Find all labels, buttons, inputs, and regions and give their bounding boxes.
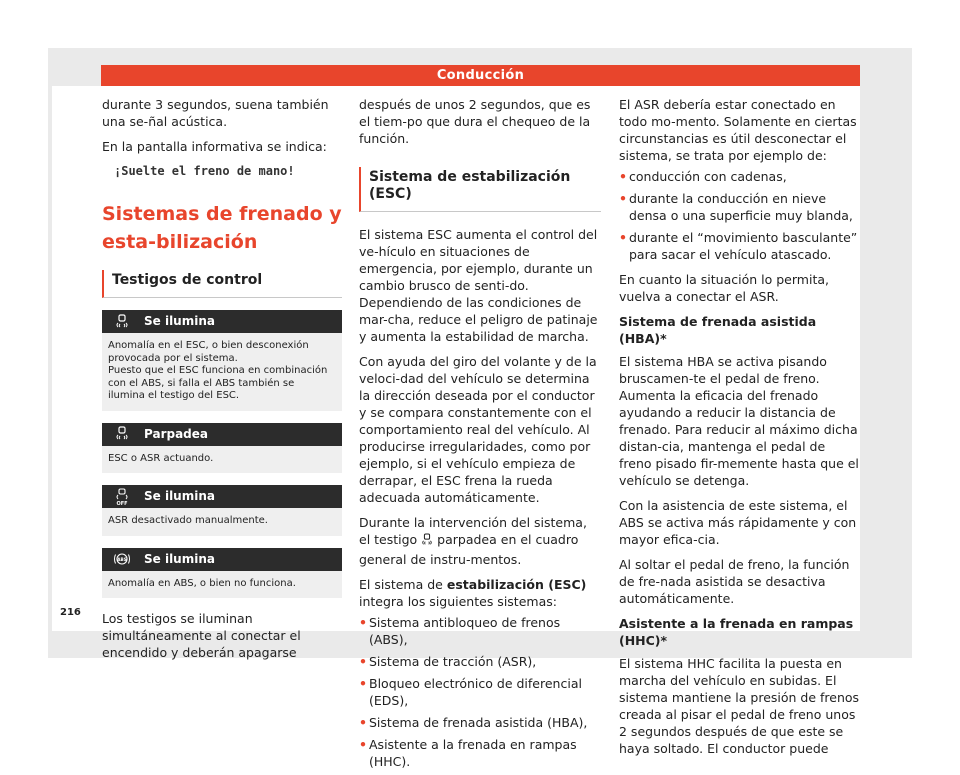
section-header: Conducción — [101, 65, 860, 86]
warning-box-esc-blink — [102, 423, 342, 474]
subsection-title: Testigos de control — [102, 270, 342, 298]
warning-title: Se ilumina — [144, 314, 215, 328]
warning-header — [102, 423, 342, 446]
subheading: Asistente a la frenada en rampas (HHC)* — [619, 616, 854, 648]
esc-icon — [421, 533, 433, 551]
esc-off-icon — [102, 488, 142, 506]
column-2 — [359, 96, 601, 775]
paragraph: Con ayuda del giro del volante y de la veloci-dad del vehículo se determina la dirección deseada por el conductor y se compara constantemente con el comportamiento real del vehículo. Al producirse irregularidades, como por ejemplo, si el vehículo empieza de derrapar, el ESC frena la rueda adecuada automáticamente. — [359, 354, 597, 505]
list-item: • Sistema antibloqueo de frenos (ABS), — [359, 614, 601, 648]
text: integra los siguientes sistemas: — [359, 594, 557, 609]
warning-text: Anomalía en el ESC, o bien desconexión provocada por el sistema. Puesto que el ESC funciona en combinación con el ABS, si falla el ABS también se ilumina el testigo del ESC. — [108, 340, 328, 401]
list-item: • durante el “movimiento basculante” para sacar el vehículo atascado. — [619, 229, 861, 263]
svg-text:ABS: ABS — [117, 556, 127, 562]
abs-icon — [102, 552, 142, 566]
list-item: • durante la conducción en nieve densa o una superficie muy blanda, — [619, 190, 861, 224]
warning-title: Parpadea — [144, 426, 209, 441]
paragraph: Con la asistencia de este sistema, el ABS se activa más rápidamente y con mayor efica-cia. — [619, 498, 857, 547]
situation-list — [619, 168, 861, 263]
list-item: • Sistema de frenada asistida (HBA), — [359, 714, 601, 731]
display-message: ¡Suelte el freno de mano! — [114, 164, 295, 178]
paragraph: Al soltar el pedal de freno, la función de fre-nada asistida se desactiva automáticamente. — [619, 557, 850, 606]
warning-box-abs — [102, 548, 342, 599]
warning-box-esc-lit — [102, 310, 342, 411]
subsection-title: Sistema de estabilización (ESC) — [359, 167, 601, 212]
system-list — [359, 614, 601, 770]
warning-title: Se ilumina — [144, 551, 215, 566]
warning-text: Anomalía en ABS, o bien no funciona. — [108, 577, 296, 589]
list-item: • Asistente a la frenada en rampas (HHC). — [359, 736, 601, 770]
esc-icon — [102, 314, 142, 330]
warning-header — [102, 548, 342, 571]
paragraph: Los testigos se iluminan simultáneamente al conectar el encendido y deberán apagarse — [102, 611, 301, 660]
warning-box-asr-off — [102, 485, 342, 536]
subheading: Sistema de frenada asistida (HBA)* — [619, 314, 817, 346]
esc-icon — [102, 426, 142, 442]
paragraph — [359, 576, 601, 610]
warning-text: ESC o ASR actuando. — [108, 452, 214, 464]
text: parpadea en el cuadro general de instru-mentos. — [359, 532, 579, 567]
svg-text:OFF: OFF — [116, 500, 128, 507]
paragraph — [359, 514, 601, 568]
paragraph: El ASR debería estar conectado en todo mo-mento. Solamente en ciertas circunstancias es útil desconectar el sistema, se trata por ejemplo de: — [619, 97, 857, 163]
paragraph: después de unos 2 segundos, que es el tiem-po que dura el chequeo de la función. — [359, 97, 591, 146]
list-item: • Bloqueo electrónico de diferencial (EDS), — [359, 675, 601, 709]
paragraph: En cuanto la situación lo permita, vuelva a conectar el ASR. — [619, 272, 829, 304]
warning-title: Se ilumina — [144, 489, 215, 503]
paragraph: durante 3 segundos, suena también una se-ñal acústica. — [102, 97, 329, 129]
text: Durante la intervención del sistema, el testigo — [359, 515, 587, 547]
bold-term: estabilización (ESC) — [446, 577, 587, 592]
warning-header — [102, 310, 342, 333]
column-1 — [102, 96, 342, 669]
paragraph: El sistema ESC aumenta el control del ve-hículo en situaciones de emergencia, por ejemplo, durante un cambio brusco de senti-do. Dependiendo de las condiciones de mar-cha, reduce el peligro de patinaje y aumenta la estabilidad de marcha. — [359, 227, 598, 344]
column-3 — [619, 96, 861, 765]
page-number: 216 — [60, 607, 81, 618]
paragraph: En la pantalla informativa se indica: — [102, 139, 327, 154]
list-item: • Sistema de tracción (ASR), — [359, 653, 601, 670]
section-title: Sistemas de frenado y esta-bilización — [102, 203, 342, 253]
list-item: • conducción con cadenas, — [619, 168, 861, 185]
paragraph: El sistema HHC facilita la puesta en marcha del vehículo en subidas. El sistema mantiene la presión de frenos creada al pisar el pedal de freno unos 2 segundos después de que este se haya soltado. El conductor puede — [619, 656, 860, 756]
paragraph: El sistema HBA se activa pisando bruscamen-te el pedal de freno. Aumenta la eficacia del frenado ayudando a reducir la distancia de frenado. Para reducir al máximo dicha distan-cia, mantenga el pedal de freno pisado fir-memente hasta que el vehículo se detenga. — [619, 354, 859, 488]
warning-text: ASR desactivado manualmente. — [108, 515, 268, 526]
text: El sistema de — [359, 577, 443, 592]
warning-header — [102, 485, 342, 508]
